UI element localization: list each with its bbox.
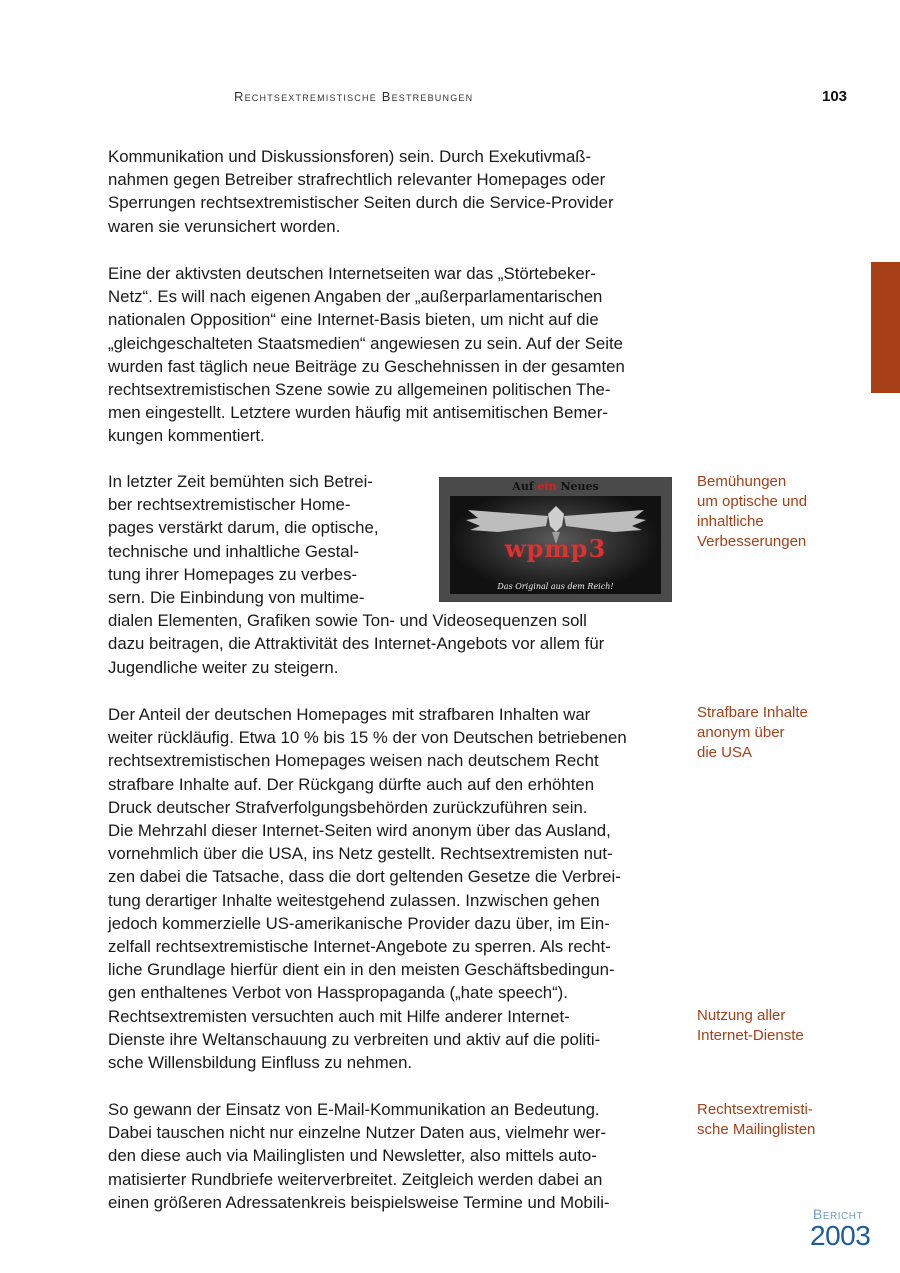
text-line: ber rechtsextremistischer Home- — [108, 495, 351, 515]
figure-slogan: Das Original aus dem Reich! — [497, 582, 614, 591]
margin-note-mailing-lists — [697, 1100, 847, 1140]
text-line: technische und inhaltliche Gestal- — [108, 541, 359, 561]
figure-brand-text: wpmp3 — [504, 534, 607, 563]
margin-note-line: Bemühungen — [697, 473, 787, 490]
text-line: tung ihrer Homepages zu verbes- — [108, 564, 358, 584]
margin-note-line: Rechtsextremisti- — [697, 1101, 813, 1118]
text-line: tung derartiger Inhalte weitestgehend zulassen. Inzwischen gehen — [108, 890, 600, 910]
margin-note-line: Strafbare Inhalte — [697, 704, 808, 721]
text-line: Dabei tauschen nicht nur einzelne Nutzer Daten aus, vielmehr wer- — [108, 1123, 607, 1143]
footer-report-year: 2003 — [810, 1220, 871, 1251]
paragraph-2 — [108, 262, 688, 448]
text-line: Kommunikation und Diskussionsforen) sein. Durch Exekutivmaß- — [108, 147, 592, 166]
text-line: matisierter Rundbriefe weiterverbreitet. Zeitgleich werden dabei an — [108, 1169, 603, 1189]
margin-note-internet-services — [697, 1006, 847, 1046]
website-screenshot-figure — [439, 477, 672, 602]
text-line: gen enthaltenes Verbot von Hasspropaganda („hate speech“). — [108, 983, 568, 1003]
margin-note-optical-improvements — [697, 472, 847, 552]
margin-note-line: Verbesserungen — [697, 533, 807, 550]
text-line: nationalen Opposition“ eine Internet-Basis bieten, um nicht auf die — [108, 310, 599, 330]
text-line: Der Anteil der deutschen Homepages mit strafbaren Inhalten war — [108, 705, 591, 724]
text-line: In letzter Zeit bemühten sich Betrei- — [108, 472, 373, 491]
text-line: zelfall rechtsextremistische Internet-Angebote zu sperren. Als recht- — [108, 937, 611, 957]
margin-note-illegal-content-usa — [697, 703, 847, 763]
text-line: jedoch kommerzielle US-amerikanische Provider dazu über, im Ein- — [108, 913, 610, 933]
text-line: kungen kommentiert. — [108, 426, 265, 446]
text-line: nahmen gegen Betreiber strafrechtlich relevanter Homepages oder — [108, 170, 606, 190]
margin-note-line: Internet-Dienste — [697, 1027, 804, 1044]
running-header: Rechtsextremistische Bestrebungen — [234, 89, 474, 104]
text-line: sche Willensbildung Einfluss zu nehmen. — [108, 1053, 413, 1073]
text-line: rechtsextremistischen Homepages weisen nach deutschem Recht — [108, 751, 599, 771]
text-line: dialen Elementen, Grafiken sowie Ton- und Videosequenzen soll — [108, 611, 587, 631]
figure-caption-top — [440, 480, 671, 493]
margin-note-line: Nutzung aller — [697, 1007, 786, 1024]
text-line: Druck deutscher Strafverfolgungsbehörden zurückzuführen sein. — [108, 797, 588, 817]
text-line: Netz“. Es will nach eigenen Angaben der „außerparlamentarischen — [108, 287, 603, 307]
margin-note-line: sche Mailinglisten — [697, 1121, 816, 1138]
paragraph-1 — [108, 145, 688, 238]
text-line: den diese auch via Mailinglisten und Newsletter, also mittels auto- — [108, 1146, 597, 1166]
paragraph-4 — [108, 703, 688, 1074]
text-line: rechtsextremistischen Szene sowie zu allgemeinen politischen The- — [108, 380, 611, 400]
margin-note-line: inhaltliche — [697, 513, 764, 530]
text-line: Dienste ihre Weltanschauung zu verbreiten und aktiv auf die politi- — [108, 1029, 601, 1049]
footer-report-label: Bericht — [813, 1206, 864, 1222]
margin-note-line: die USA — [697, 744, 753, 761]
text-line: wurden fast täglich neue Beiträge zu Geschehnissen in der gesamten — [108, 356, 625, 376]
text-line: dazu beitragen, die Attraktivität des Internet-Angebots vor allem für — [108, 634, 605, 654]
text-line: Jugendliche weiter zu steigern. — [108, 657, 339, 677]
text-line: einen größeren Adressatenkreis beispielsweise Termine und Mobili- — [108, 1192, 610, 1212]
text-line: So gewann der Einsatz von E-Mail-Kommunikation an Bedeutung. — [108, 1100, 600, 1119]
text-line: liche Grundlage hierfür dient ein in den meisten Geschäftsbedingun- — [108, 960, 615, 980]
page-number: 103 — [822, 88, 848, 105]
text-line: men eingestellt. Letztere wurden häufig mit antisemitischen Bemer- — [108, 403, 608, 423]
chapter-side-tab — [871, 262, 900, 393]
text-line: pages verstärkt darum, die optische, — [108, 518, 379, 538]
text-line: Sperrungen rechtsextremistischer Seiten durch die Service-Provider — [108, 193, 614, 213]
margin-note-line: um optische und — [697, 493, 808, 510]
paragraph-5 — [108, 1098, 688, 1214]
text-line: strafbare Inhalte auf. Der Rückgang dürfte auch auf den erhöhten — [108, 774, 595, 794]
text-line: weiter rückläufig. Etwa 10 % bis 15 % der von Deutschen betriebenen — [108, 728, 627, 748]
figure-caption-word: ein — [537, 480, 557, 493]
text-line: Die Mehrzahl dieser Internet-Seiten wird anonym über das Ausland, — [108, 821, 611, 841]
margin-note-line: anonym über — [697, 724, 785, 741]
text-line: vornehmlich über die USA, ins Netz gestellt. Rechtsextremisten nut- — [108, 844, 613, 864]
text-line: „gleichgeschalteten Staatsmedien“ angewiesen zu sein. Auf der Seite — [108, 333, 623, 353]
text-line: waren sie verunsichert worden. — [108, 216, 341, 236]
text-line: zen dabei die Tatsache, dass die dort geltenden Gesetze die Verbrei- — [108, 867, 621, 887]
text-line: Rechtsextremisten versuchten auch mit Hilfe anderer Internet- — [108, 1006, 570, 1026]
text-line: Eine der aktivsten deutschen Internetseiten war das „Störtebeker- — [108, 264, 596, 283]
figure-caption-word: Auf — [512, 480, 534, 493]
figure-caption-word: Neues — [560, 480, 599, 493]
text-line: sern. Die Einbindung von multime- — [108, 588, 365, 608]
